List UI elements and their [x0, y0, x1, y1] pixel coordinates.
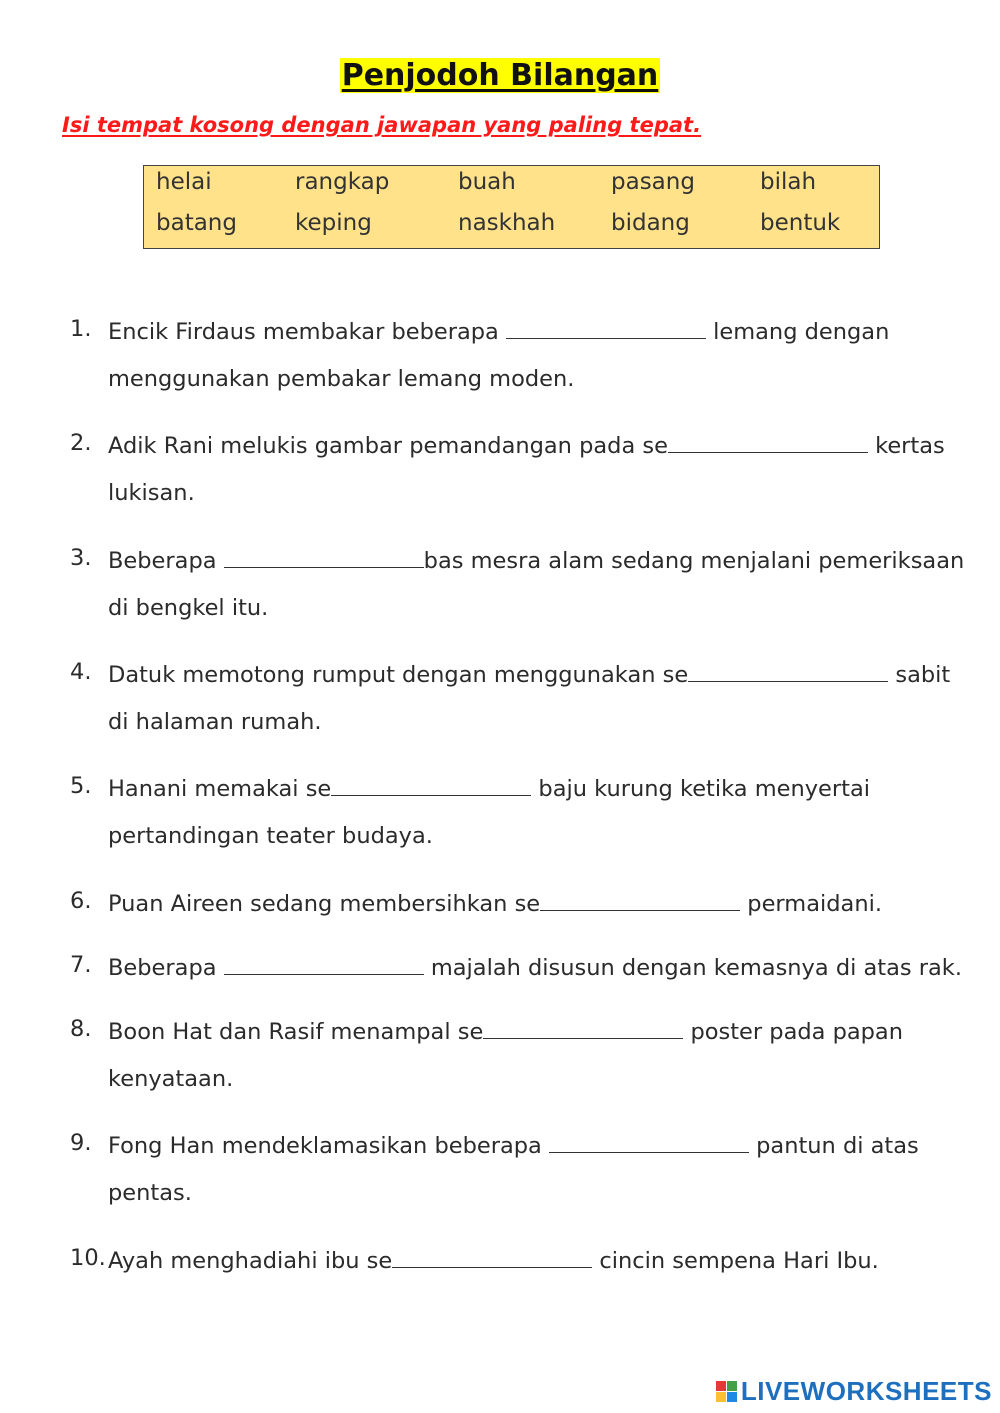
answer-blank[interactable]	[506, 316, 706, 339]
question-number: 8.	[70, 1016, 92, 1042]
question-text-cont: pentas.	[108, 1180, 192, 1206]
answer-blank[interactable]	[549, 1130, 749, 1153]
question-text: Adik Rani melukis gambar pemandangan pada se	[108, 433, 668, 459]
logo-text: LIVEWORKSHEETS	[740, 1376, 992, 1406]
word-bank-item: bidang	[611, 210, 690, 236]
page-title-wrap	[0, 58, 1000, 93]
question-text: Fong Han mendeklamasikan beberapa	[108, 1133, 549, 1159]
question-text: Datuk memotong rumput dengan menggunakan se	[108, 662, 689, 688]
answer-blank[interactable]	[224, 952, 424, 975]
word-bank-item: bilah	[760, 169, 817, 195]
word-bank-item: buah	[458, 169, 516, 195]
answer-blank[interactable]	[392, 1245, 592, 1268]
question-number: 1.	[70, 316, 92, 342]
word-bank-item: bentuk	[760, 210, 841, 236]
question-text-cont: pertandingan teater budaya.	[108, 823, 433, 849]
question-text: permaidani.	[740, 891, 882, 917]
page-title: Penjodoh Bilangan	[341, 58, 659, 93]
question-number: 7.	[70, 952, 92, 978]
question-number: 4.	[70, 659, 92, 685]
question-text: Beberapa	[108, 955, 224, 981]
answer-blank[interactable]	[668, 430, 868, 453]
question-text: sabit	[888, 662, 951, 688]
word-bank-item: rangkap	[295, 169, 390, 195]
answer-blank[interactable]	[483, 1016, 683, 1039]
answer-blank[interactable]	[688, 659, 888, 682]
question-text-cont: lukisan.	[108, 480, 195, 506]
question-number: 3.	[70, 545, 92, 571]
question-text: Hanani memakai se	[108, 776, 332, 802]
question-text: Puan Aireen sedang membersihkan se	[108, 891, 541, 917]
word-bank-item: batang	[156, 210, 237, 236]
question-text: pantun di atas	[748, 1133, 919, 1159]
question-number: 2.	[70, 430, 92, 456]
question-text-cont: di halaman rumah.	[108, 709, 322, 735]
answer-blank[interactable]	[331, 773, 531, 796]
question-text: Ayah menghadiahi ibu se	[108, 1248, 393, 1274]
word-bank-item: keping	[295, 210, 372, 236]
question-text: majalah disusun dengan kemasnya di atas rak.	[423, 955, 962, 981]
question-number: 10.	[70, 1245, 106, 1271]
question-text: Beberapa	[108, 548, 224, 574]
question-text: lemang dengan	[705, 319, 890, 345]
question-text-cont: kenyataan.	[108, 1066, 234, 1092]
word-bank	[143, 165, 880, 249]
question-number: 9.	[70, 1130, 92, 1156]
instruction-text: Isi tempat kosong dengan jawapan yang paling tepat.	[62, 113, 702, 137]
word-bank-item: helai	[156, 169, 212, 195]
question-number: 5.	[70, 773, 92, 799]
liveworksheets-logo	[716, 1376, 992, 1407]
answer-blank[interactable]	[540, 888, 740, 911]
question-text: poster pada papan	[683, 1019, 903, 1045]
question-text: kertas	[867, 433, 945, 459]
question-text-cont: di bengkel itu.	[108, 595, 269, 621]
answer-blank[interactable]	[224, 545, 424, 568]
question-text-cont: menggunakan pembakar lemang moden.	[108, 366, 575, 392]
question-text: Boon Hat dan Rasif menampal se	[108, 1019, 484, 1045]
liveworksheets-logo-icon	[716, 1381, 738, 1403]
word-bank-item: naskhah	[458, 210, 556, 236]
question-text: baju kurung ketika menyertai	[531, 776, 870, 802]
word-bank-item: pasang	[611, 169, 695, 195]
question-text: bas mesra alam sedang menjalani pemeriksaan	[423, 548, 965, 574]
question-text: Encik Firdaus membakar beberapa	[108, 319, 506, 345]
question-text: cincin sempena Hari Ibu.	[592, 1248, 879, 1274]
question-number: 6.	[70, 888, 92, 914]
